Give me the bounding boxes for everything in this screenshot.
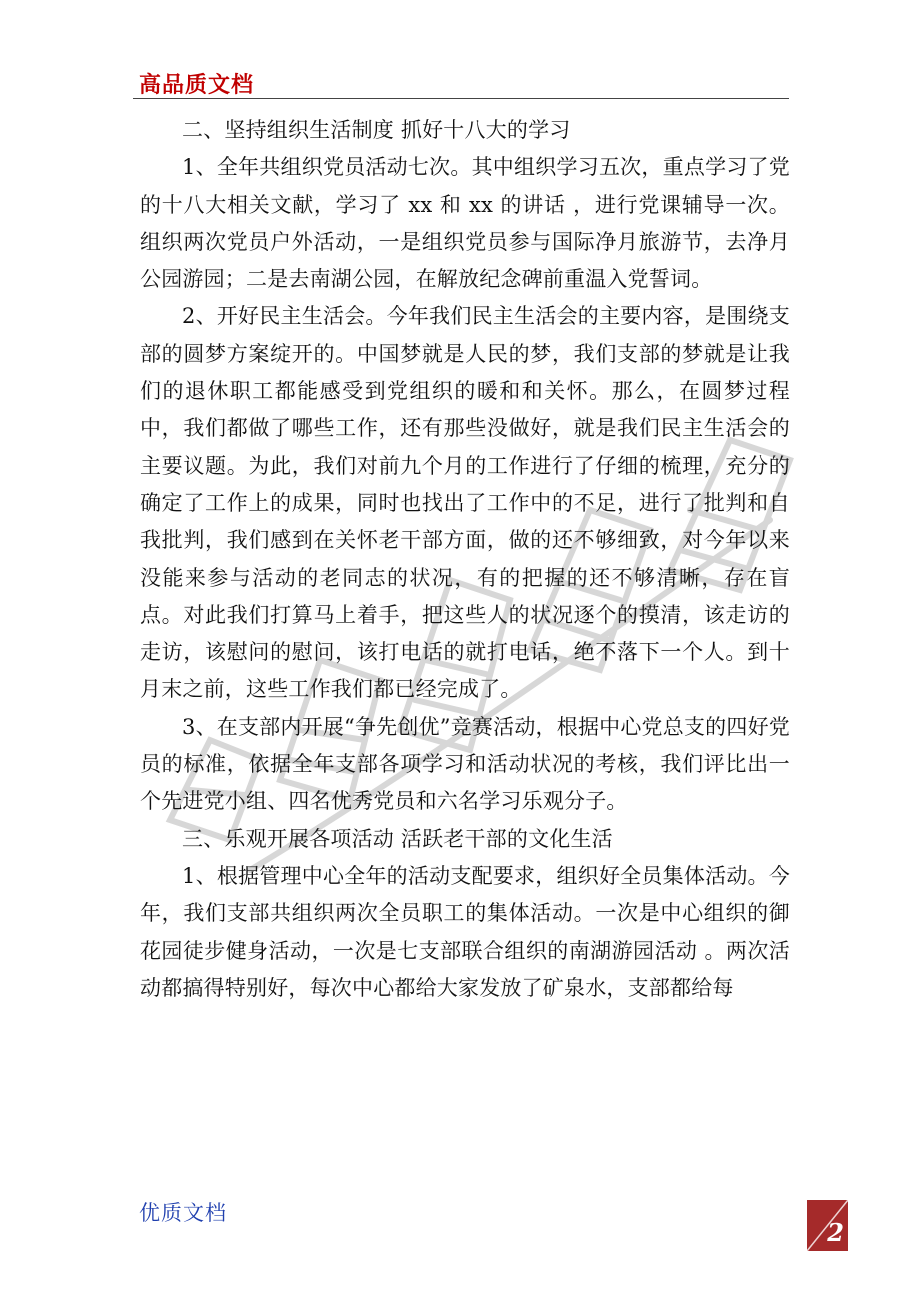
paragraph-3: 3、在支部内开展“争先创优”竞赛活动，根据中心党总支的四好党员的标准，依据全年支部各项学习和活动状况的考核，我们评比出一个先进党小组、四名优秀党员和六名学习乐观分子。 <box>140 714 790 814</box>
footer-title: 优质文档 <box>139 1201 227 1225</box>
page-number: 2 <box>827 1218 844 1247</box>
section-heading-2: 二、坚持组织生活制度 抓好十八大的学习 <box>182 118 571 142</box>
paragraph-4: 1、根据管理中心全年的活动支配要求，组织好全员集体活动。今年，我们支部共组织两次全员职工的集体活动。一次是中心组织的御花园徒步健身活动，一次是七支部联合组织的南湖游园活动 。两次活动都搞得特别好，每次中心都给大家发放了矿泉水，支部都给每 <box>140 863 790 1000</box>
document-body <box>140 112 790 1007</box>
header-title: 高品质文档 <box>139 73 255 98</box>
header-divider <box>133 98 789 99</box>
paragraph-1: 1、全年共组织党员活动七次。其中组织学习五次，重点学习了党的十八大相关文献，学习了 xx 和 xx 的讲话 ，进行党课辅导一次。组织两次党员户外活动，一是组织党员参与国际净月旅游节，去净月公园游园；二是去南湖公园，在解放纪念碑前重温入党誓词。 <box>140 155 790 292</box>
page-number-badge <box>807 1200 848 1251</box>
paragraph-2: 2、开好民主生活会。今年我们民主生活会的主要内容，是围绕支部的圆梦方案绽开的。中国梦就是人民的梦，我们支部的梦就是让我们的退休职工都能感受到党组织的暖和和关怀。那么，在圆梦过程中，我们都做了哪些工作，还有那些没做好，就是我们民主生活会的主要议题。为此，我们对前九个月的工作进行了仔细的梳理，充分的确定了工作上的成果，同时也找出了工作中的不足，进行了批判和自我批判，我们感到在关怀老干部方面，做的还不够细致，对今年以来没能来参与活动的老同志的状况，有的把握的还不够清晰，存在盲点。对此我们打算马上着手，把这些人的状况逐个的摸清，该走访的走访，该慰问的慰问，该打电话的就打电话，绝不落下一个人。到十月末之前，这些工作我们都已经完成了。 <box>140 304 790 702</box>
section-heading-3: 三、乐观开展各项活动 活跃老干部的文化生活 <box>182 826 613 851</box>
